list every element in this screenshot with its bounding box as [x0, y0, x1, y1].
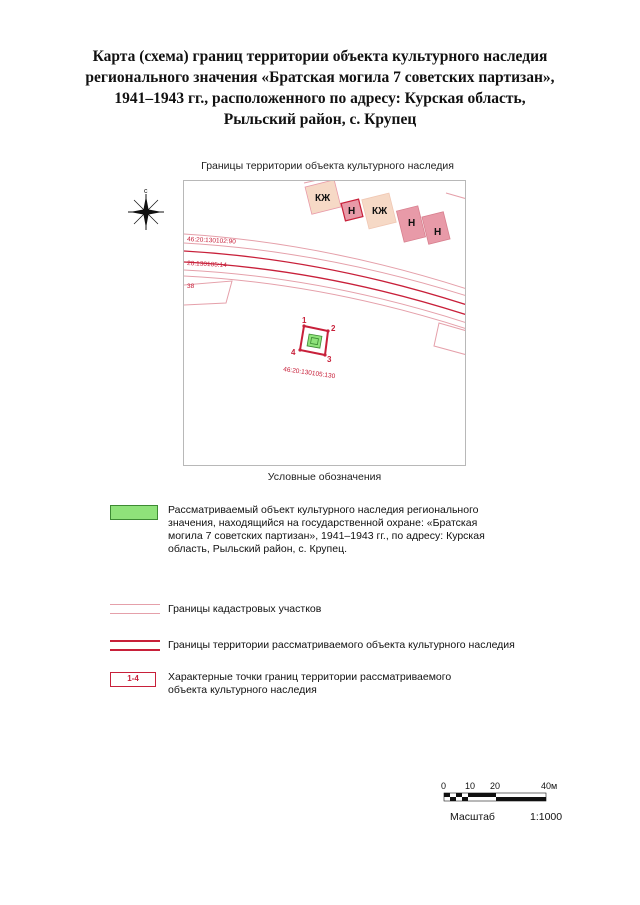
title-line-1: Карта (схема) границ территории объекта культурного наследия: [92, 48, 548, 65]
scale-tick-0: 0: [441, 781, 447, 791]
territory-road-edge-2: [184, 262, 466, 315]
document-title: [60, 46, 580, 130]
scale-ratio: 1:1000: [530, 811, 563, 823]
scale-tick-40: 40м: [541, 781, 558, 791]
legend-text-cadastral: Границы кадастровых участков: [168, 603, 322, 615]
building-label-n-3: Н: [434, 227, 442, 238]
building-label-kzh-1: КЖ: [315, 193, 331, 204]
building-label-n-1: Н: [348, 206, 356, 217]
cadastre-label-4: 46:20:130105:130: [282, 366, 336, 381]
cadastre-label-3: 38: [187, 283, 195, 290]
building-label-n-2: Н: [408, 218, 416, 229]
cadastre-label-2: 20:130105:14: [186, 260, 227, 270]
legend-text-object: Рассматриваемый объект культурного наследия регионального значения, находящийся на государственной охране: «Братская могила 7 советских партизан», 1941–1943 гг., по адресу: Курская область, Рыльский район, с. Крупец.: [168, 504, 485, 555]
title-line-4: Рыльский район, с. Крупец: [223, 111, 417, 128]
point-label-2: 2: [331, 324, 336, 333]
legend-swatch-territory: [110, 640, 160, 651]
point-label-4: 4: [291, 348, 296, 357]
monument-object: [307, 334, 322, 348]
title-line-3: 1941–1943 гг., расположенного по адресу: Курская область,: [114, 90, 526, 107]
scale-label: Масштаб: [450, 811, 495, 823]
legend-swatch-points: 1-4: [110, 672, 156, 687]
legend-text-territory: Границы территории рассматриваемого объекта культурного наследия: [168, 639, 515, 651]
building-label-kzh-2: КЖ: [372, 206, 388, 217]
compass-rose-icon: [124, 186, 172, 234]
scale-tick-20: 20: [490, 781, 501, 791]
cadastral-parcel-right: [434, 323, 466, 355]
cadastral-line-3: [184, 270, 466, 323]
legend-heading: Условные обозначения: [267, 471, 382, 483]
legend-swatch-object: [110, 505, 158, 520]
boundary-point-4: [298, 348, 301, 351]
compass-north-letter: с: [144, 188, 148, 195]
scale-tick-10: 10: [465, 781, 476, 791]
legend-text-points: Характерные точки границ территории рассматриваемого объекта культурного наследия: [168, 671, 452, 696]
map-heading: Границы территории объекта культурного наследия: [201, 160, 454, 172]
cadastral-line-2: [184, 243, 466, 296]
map-drawing: [184, 181, 466, 466]
territory-road-edge-1: [184, 251, 466, 305]
title-line-2: регионального значения «Братская могила 7 советских партизан»,: [85, 69, 555, 86]
point-label-3: 3: [327, 355, 332, 364]
point-label-1: 1: [302, 316, 307, 325]
boundary-point-2: [326, 329, 329, 332]
cadastre-label-1: 46:20:130102:90: [186, 236, 237, 246]
map-area: [183, 180, 466, 466]
legend-swatch-cadastral: [110, 604, 160, 614]
